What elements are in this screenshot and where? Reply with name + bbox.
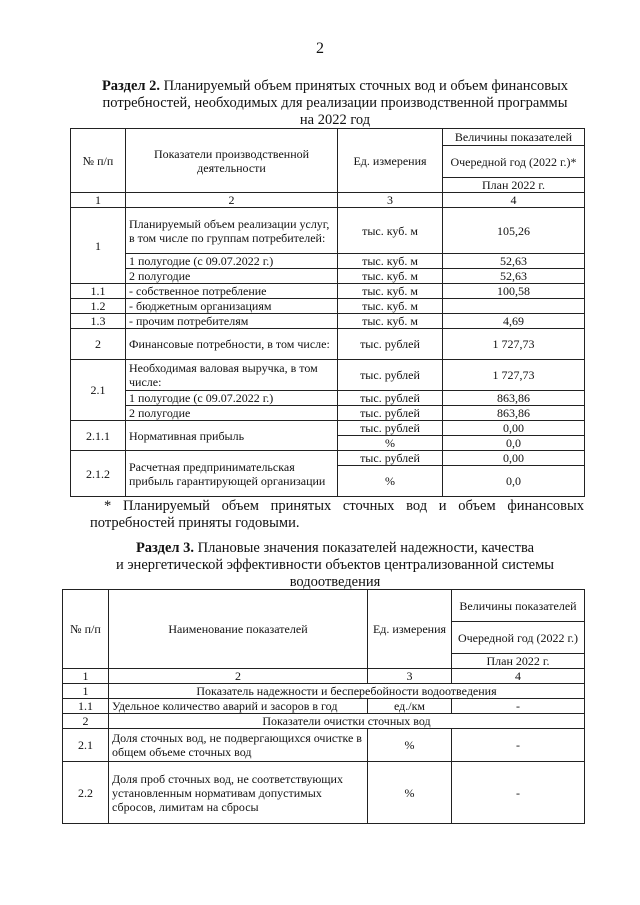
s2-row-1-2-num: 1.2	[71, 299, 126, 314]
s2-row-1-1	[71, 284, 585, 299]
s2-row-1-num: 1	[71, 208, 126, 284]
s2-row-2-1-2-value2: 0,0	[443, 466, 585, 497]
s2-row-2-1-2	[71, 451, 585, 466]
s3-col-unit-header: Ед. измерения	[368, 590, 452, 669]
s3-col-next-year-header: Очередной год (2022 г.)	[452, 622, 585, 654]
s2-row-1a-unit: тыс. куб. м	[338, 254, 443, 269]
s2-row-2-unit: тыс. рублей	[338, 329, 443, 360]
s3-group-1	[63, 684, 585, 699]
s2-row-2-1-2-num: 2.1.2	[71, 451, 126, 497]
s3-row-1-1-value: -	[452, 699, 585, 714]
s2-row-1-value: 105,26	[443, 208, 585, 254]
s2-row-1b-value: 52,63	[443, 269, 585, 284]
s2-col-num-header: № п/п	[71, 129, 126, 193]
s3-group-2	[63, 714, 585, 729]
s3-row-2-2-num: 2.2	[63, 762, 109, 824]
section3-label: Раздел 3.	[135, 540, 195, 556]
section2-table	[70, 128, 585, 497]
s3-row-2-2-value: -	[452, 762, 585, 824]
s2-row-2-1b-name: 2 полугодие	[126, 406, 338, 421]
s3-row-2-2-unit: %	[368, 762, 452, 824]
s3-row-1-1-unit: ед./км	[368, 699, 452, 714]
s2-index-row	[71, 193, 585, 208]
s2-row-1-1-unit: тыс. куб. м	[338, 284, 443, 299]
s2-index-cell: 1	[71, 193, 126, 208]
s2-row-1-3	[71, 314, 585, 329]
s3-col-num-header: № п/п	[63, 590, 109, 669]
s3-row-1-1-name: Удельное количество аварий и засоров в год	[109, 699, 368, 714]
section2-heading-line2: потребностей, необходимых для реализации производственной программы	[102, 95, 568, 111]
s3-group-1-num: 1	[63, 684, 109, 699]
s3-row-2-2-name: Доля проб сточных вод, не соответствующих установленным нормативам допустимых сбросов, лимитам на сбросы	[109, 762, 368, 824]
s3-row-2-2	[63, 762, 585, 824]
s2-row-2-1-2-unit2: %	[338, 466, 443, 497]
s2-row-2-1-1-value1: 0,00	[443, 421, 585, 436]
s2-row-1-2	[71, 299, 585, 314]
section2-heading-line1: Планируемый объем принятых сточных вод и объем финансовых	[163, 78, 569, 94]
s2-row-2-1a-name: 1 полугодие (с 09.07.2022 г.)	[126, 391, 338, 406]
s2-row-2-1-2-value1: 0,00	[443, 451, 585, 466]
section3-table	[62, 589, 585, 824]
s2-row-2-num: 2	[71, 329, 126, 360]
s2-row-1b-name: 2 полугодие	[126, 269, 338, 284]
s3-index-cell: 2	[109, 669, 368, 684]
s2-row-2-1-1-num: 2.1.1	[71, 421, 126, 451]
s2-row-2-1b-unit: тыс. рублей	[338, 406, 443, 421]
s2-row-2-1-unit: тыс. рублей	[338, 360, 443, 391]
s3-row-2-1-unit: %	[368, 729, 452, 762]
s2-index-cell: 3	[338, 193, 443, 208]
s2-index-cell: 4	[443, 193, 585, 208]
s2-row-2-1-2-unit1: тыс. рублей	[338, 451, 443, 466]
s2-row-1a	[71, 254, 585, 269]
s2-row-2-1-value: 1 727,73	[443, 360, 585, 391]
s2-row-1b	[71, 269, 585, 284]
s2-row-2-1b	[71, 406, 585, 421]
s2-row-2-1	[71, 360, 585, 391]
s2-col-plan-header: План 2022 г.	[443, 178, 585, 193]
section2-footnote: * Планируемый объем принятых сточных вод и объем финансовых потребностей приняты годовыми.	[90, 498, 584, 531]
s2-row-2-value: 1 727,73	[443, 329, 585, 360]
s3-group-2-title: Показатели очистки сточных вод	[109, 714, 585, 729]
s2-row-1-2-unit: тыс. куб. м	[338, 299, 443, 314]
s2-row-1-3-value: 4,69	[443, 314, 585, 329]
section3-heading-line2: и энергетической эффективности объектов централизованной системы	[115, 557, 555, 573]
s2-row-1-2-value	[443, 299, 585, 314]
s3-row-1-1	[63, 699, 585, 714]
section3-heading-line1: Плановые значения показателей надежности, качества	[197, 540, 535, 556]
s2-row-2-1-1-unit1: тыс. рублей	[338, 421, 443, 436]
s2-row-1-3-unit: тыс. куб. м	[338, 314, 443, 329]
s2-row-1-3-name: - прочим потребителям	[126, 314, 338, 329]
section2-label: Раздел 2.	[101, 78, 161, 94]
s2-row-1a-name: 1 полугодие (с 09.07.2022 г.)	[126, 254, 338, 269]
section2-heading	[70, 78, 600, 129]
section3-heading	[70, 540, 600, 591]
s2-row-2-1-1-value2: 0,0	[443, 436, 585, 451]
s2-row-2-1a-unit: тыс. рублей	[338, 391, 443, 406]
s2-row-1-3-num: 1.3	[71, 314, 126, 329]
s3-row-2-1-name: Доля сточных вод, не подвергающихся очистке в общем объеме сточных вод	[109, 729, 368, 762]
s2-col-indicator-header: Показатели производственной деятельности	[126, 129, 338, 193]
s2-row-2-1-1	[71, 421, 585, 436]
s3-index-cell: 1	[63, 669, 109, 684]
s3-index-row	[63, 669, 585, 684]
s3-col-indicator-header: Наименование показателей	[109, 590, 368, 669]
s2-row-2-1-2-name: Расчетная предпринимательская прибыль гарантирующей организации	[126, 451, 338, 497]
s3-row-1-1-num: 1.1	[63, 699, 109, 714]
s3-index-cell: 4	[452, 669, 585, 684]
s3-col-plan-header: План 2022 г.	[452, 654, 585, 669]
s2-row-2-name: Финансовые потребности, в том числе:	[126, 329, 338, 360]
s3-row-2-1-num: 2.1	[63, 729, 109, 762]
s2-row-2-1-1-name: Нормативная прибыль	[126, 421, 338, 451]
page-number: 2	[316, 40, 324, 57]
s2-row-1-1-num: 1.1	[71, 284, 126, 299]
s2-col-unit-header: Ед. измерения	[338, 129, 443, 193]
s2-row-2-1a	[71, 391, 585, 406]
s3-row-2-1-value: -	[452, 729, 585, 762]
s2-row-1a-value: 52,63	[443, 254, 585, 269]
s2-row-2-1-name: Необходимая валовая выручка, в том числе:	[126, 360, 338, 391]
section2-heading-line3: на 2022 год	[299, 112, 371, 128]
s2-row-1b-unit: тыс. куб. м	[338, 269, 443, 284]
s2-row-2-1b-value: 863,86	[443, 406, 585, 421]
s3-group-2-num: 2	[63, 714, 109, 729]
s2-row-2-1a-value: 863,86	[443, 391, 585, 406]
s2-row-2-1-num: 2.1	[71, 360, 126, 421]
s2-row-2-1-1-unit2: %	[338, 436, 443, 451]
s2-row-1-1-name: - собственное потребление	[126, 284, 338, 299]
s2-col-next-year-header: Очередной год (2022 г.)*	[443, 146, 585, 178]
s3-col-values-header: Величины показателей	[452, 590, 585, 622]
s2-index-cell: 2	[126, 193, 338, 208]
s2-row-1-2-name: - бюджетным организациям	[126, 299, 338, 314]
section3-heading-line3: водоотведения	[289, 574, 381, 590]
s2-col-values-header: Величины показателей	[443, 129, 585, 146]
s3-group-1-title: Показатель надежности и бесперебойности водоотведения	[109, 684, 585, 699]
s3-index-cell: 3	[368, 669, 452, 684]
s2-row-1	[71, 208, 585, 254]
s2-row-1-1-value: 100,58	[443, 284, 585, 299]
s3-row-2-1	[63, 729, 585, 762]
s2-row-2	[71, 329, 585, 360]
s2-row-1-unit: тыс. куб. м	[338, 208, 443, 254]
s2-row-1-name: Планируемый объем реализации услуг, в том числе по группам потребителей:	[126, 208, 338, 254]
